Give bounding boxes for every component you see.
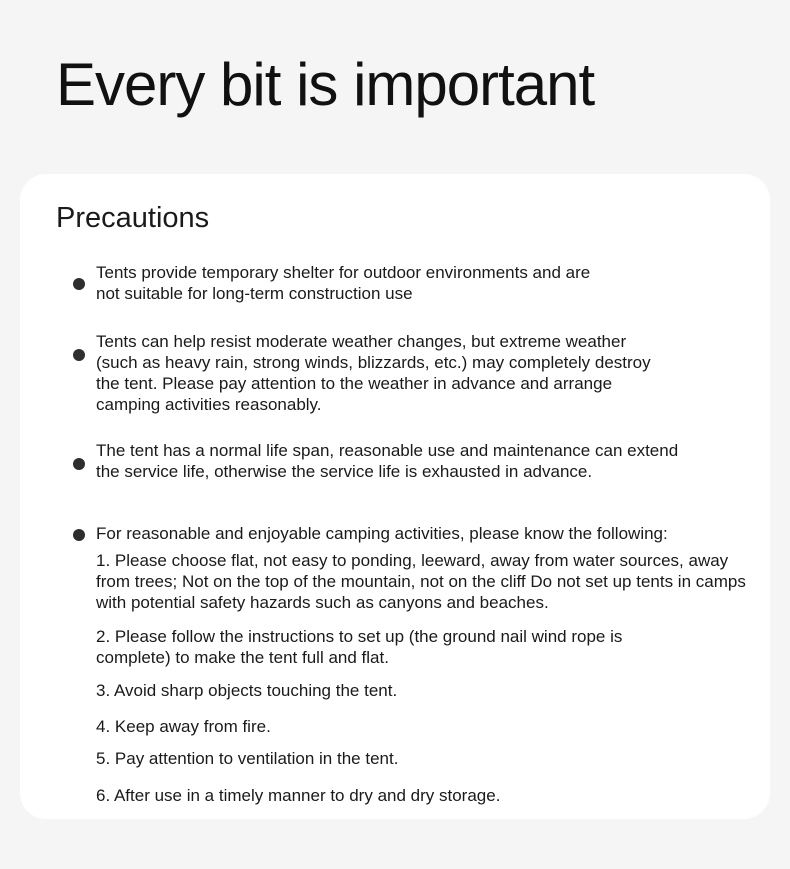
precaution-item: The tent has a normal life span, reasonable use and maintenance can extend the service life, otherwise the service life is exhausted in advance.	[96, 441, 679, 481]
precaution-item: For reasonable and enjoyable camping activities, please know the following:	[96, 524, 668, 543]
page-title: Every bit is important	[56, 51, 595, 118]
list-item: 4. Keep away from fire.	[96, 717, 271, 736]
section-title: Precautions	[56, 202, 210, 234]
list-item: 2. Please follow the instructions to set up (the ground nail wind rope is complete) to make the tent full and flat.	[96, 627, 623, 667]
precautions-card	[20, 174, 770, 819]
bullet-icon	[73, 349, 85, 361]
bullet-icon	[73, 458, 85, 470]
list-item: 1. Please choose flat, not easy to ponding, leeward, away from water sources, away from trees; Not on the top of the mountain, not on the cliff Do not set up tents in camps with potential safety hazards such as canyons and beaches.	[96, 551, 746, 612]
precaution-item: Tents can help resist moderate weather changes, but extreme weather (such as heavy rain, strong winds, blizzards, etc.) may completely destroy the tent. Please pay attention to the weather in advance and arrange camping activities reasonably.	[96, 332, 651, 414]
list-item: 5. Pay attention to ventilation in the tent.	[96, 749, 399, 768]
precaution-item: Tents provide temporary shelter for outdoor environments and are not suitable for long-term construction use	[96, 263, 591, 303]
list-item: 6. After use in a timely manner to dry and dry storage.	[96, 786, 501, 805]
bullet-icon	[73, 278, 85, 290]
list-item: 3. Avoid sharp objects touching the tent.	[96, 681, 398, 700]
bullet-icon	[73, 529, 85, 541]
